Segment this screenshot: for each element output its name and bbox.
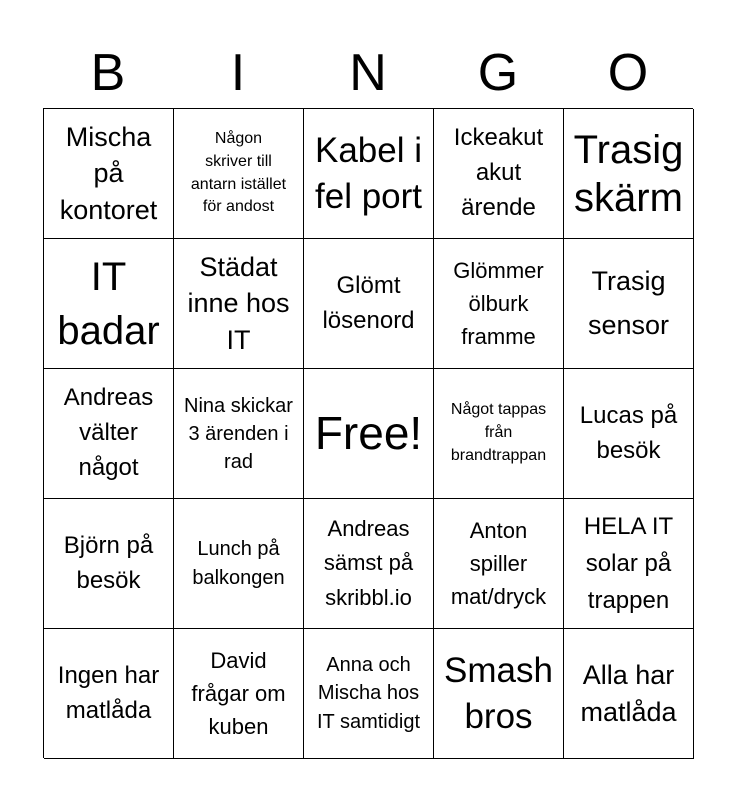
bingo-header [43,40,693,106]
cell-text: Något tappas från brandtrappan [450,401,547,464]
bingo-cell-r4c2[interactable] [174,499,304,629]
bingo-cell-r4c5[interactable] [564,499,694,629]
cell-text: Glömt lösenord [322,271,415,334]
bingo-cell-r3c4[interactable] [434,369,564,499]
cell-text: Andreas välter något [63,384,154,481]
bingo-cell-r2c2[interactable] [174,239,304,369]
bingo-cell-r4c3[interactable] [304,499,434,629]
bingo-cell-r1c3[interactable] [304,109,434,239]
cell-text: HELA IT solar på trappen [583,512,674,615]
bingo-cell-r5c1[interactable] [44,629,174,759]
header-letter-n: N [349,44,387,102]
bingo-cell-r1c1[interactable] [44,109,174,239]
bingo-cell-r4c1[interactable] [44,499,174,629]
cell-text: Glömmer ölburk framme [453,258,544,349]
cell-text: Någon skriver till antarn istället för andost [190,129,287,216]
bingo-cell-r3c1[interactable] [44,369,174,499]
header-letter-o: O [607,44,649,102]
header-letter-i: I [230,44,246,102]
bingo-cell-r2c5[interactable] [564,239,694,369]
bingo-cell-r3c5[interactable] [564,369,694,499]
bingo-cell-r2c3[interactable] [304,239,434,369]
bingo-cell-r5c5[interactable] [564,629,694,759]
cell-text: Ickeakut akut ärende [453,124,544,221]
cell-text: Alla har matlåda [580,660,677,727]
cell-text: David frågar om kuben [191,648,286,739]
cell-text: Andreas sämst på skribbl.io [323,516,414,610]
bingo-cell-r3c3[interactable] [304,369,434,499]
cell-text: Björn på besök [63,531,154,594]
cell-text: Ingen har matlåda [57,661,160,724]
bingo-cell-r5c4[interactable] [434,629,564,759]
cell-text: IT badar [57,254,160,353]
cell-text: Kabel i fel port [314,131,423,216]
header-letter-g: G [477,44,519,102]
cell-text: Smash bros [444,651,553,736]
cell-text: Free! [314,406,423,459]
bingo-cell-r5c2[interactable] [174,629,304,759]
cell-text: Mischa på kontoret [59,121,158,225]
bingo-cell-r2c4[interactable] [434,239,564,369]
bingo-cell-r1c4[interactable] [434,109,564,239]
bingo-cell-r1c2[interactable] [174,109,304,239]
cell-text: Anton spiller mat/dryck [450,518,547,609]
cell-text: Lunch på balkongen [192,537,285,589]
bingo-cell-r1c5[interactable] [564,109,694,239]
cell-text: Lucas på besök [579,401,678,464]
header-letter-b: B [90,44,126,102]
cell-text: Nina skickar 3 ärenden i rad [184,394,293,473]
bingo-cell-r5c3[interactable] [304,629,434,759]
bingo-cell-r4c4[interactable] [434,499,564,629]
cell-text: Städat inne hos IT [187,251,290,355]
cell-text: Trasig sensor [587,266,670,340]
bingo-cell-r3c2[interactable] [174,369,304,499]
cell-text: Trasig skärm [573,127,684,220]
bingo-cell-r2c1[interactable] [44,239,174,369]
bingo-board [43,108,693,758]
cell-text: Anna och Mischa hos IT samtidigt [317,653,420,733]
